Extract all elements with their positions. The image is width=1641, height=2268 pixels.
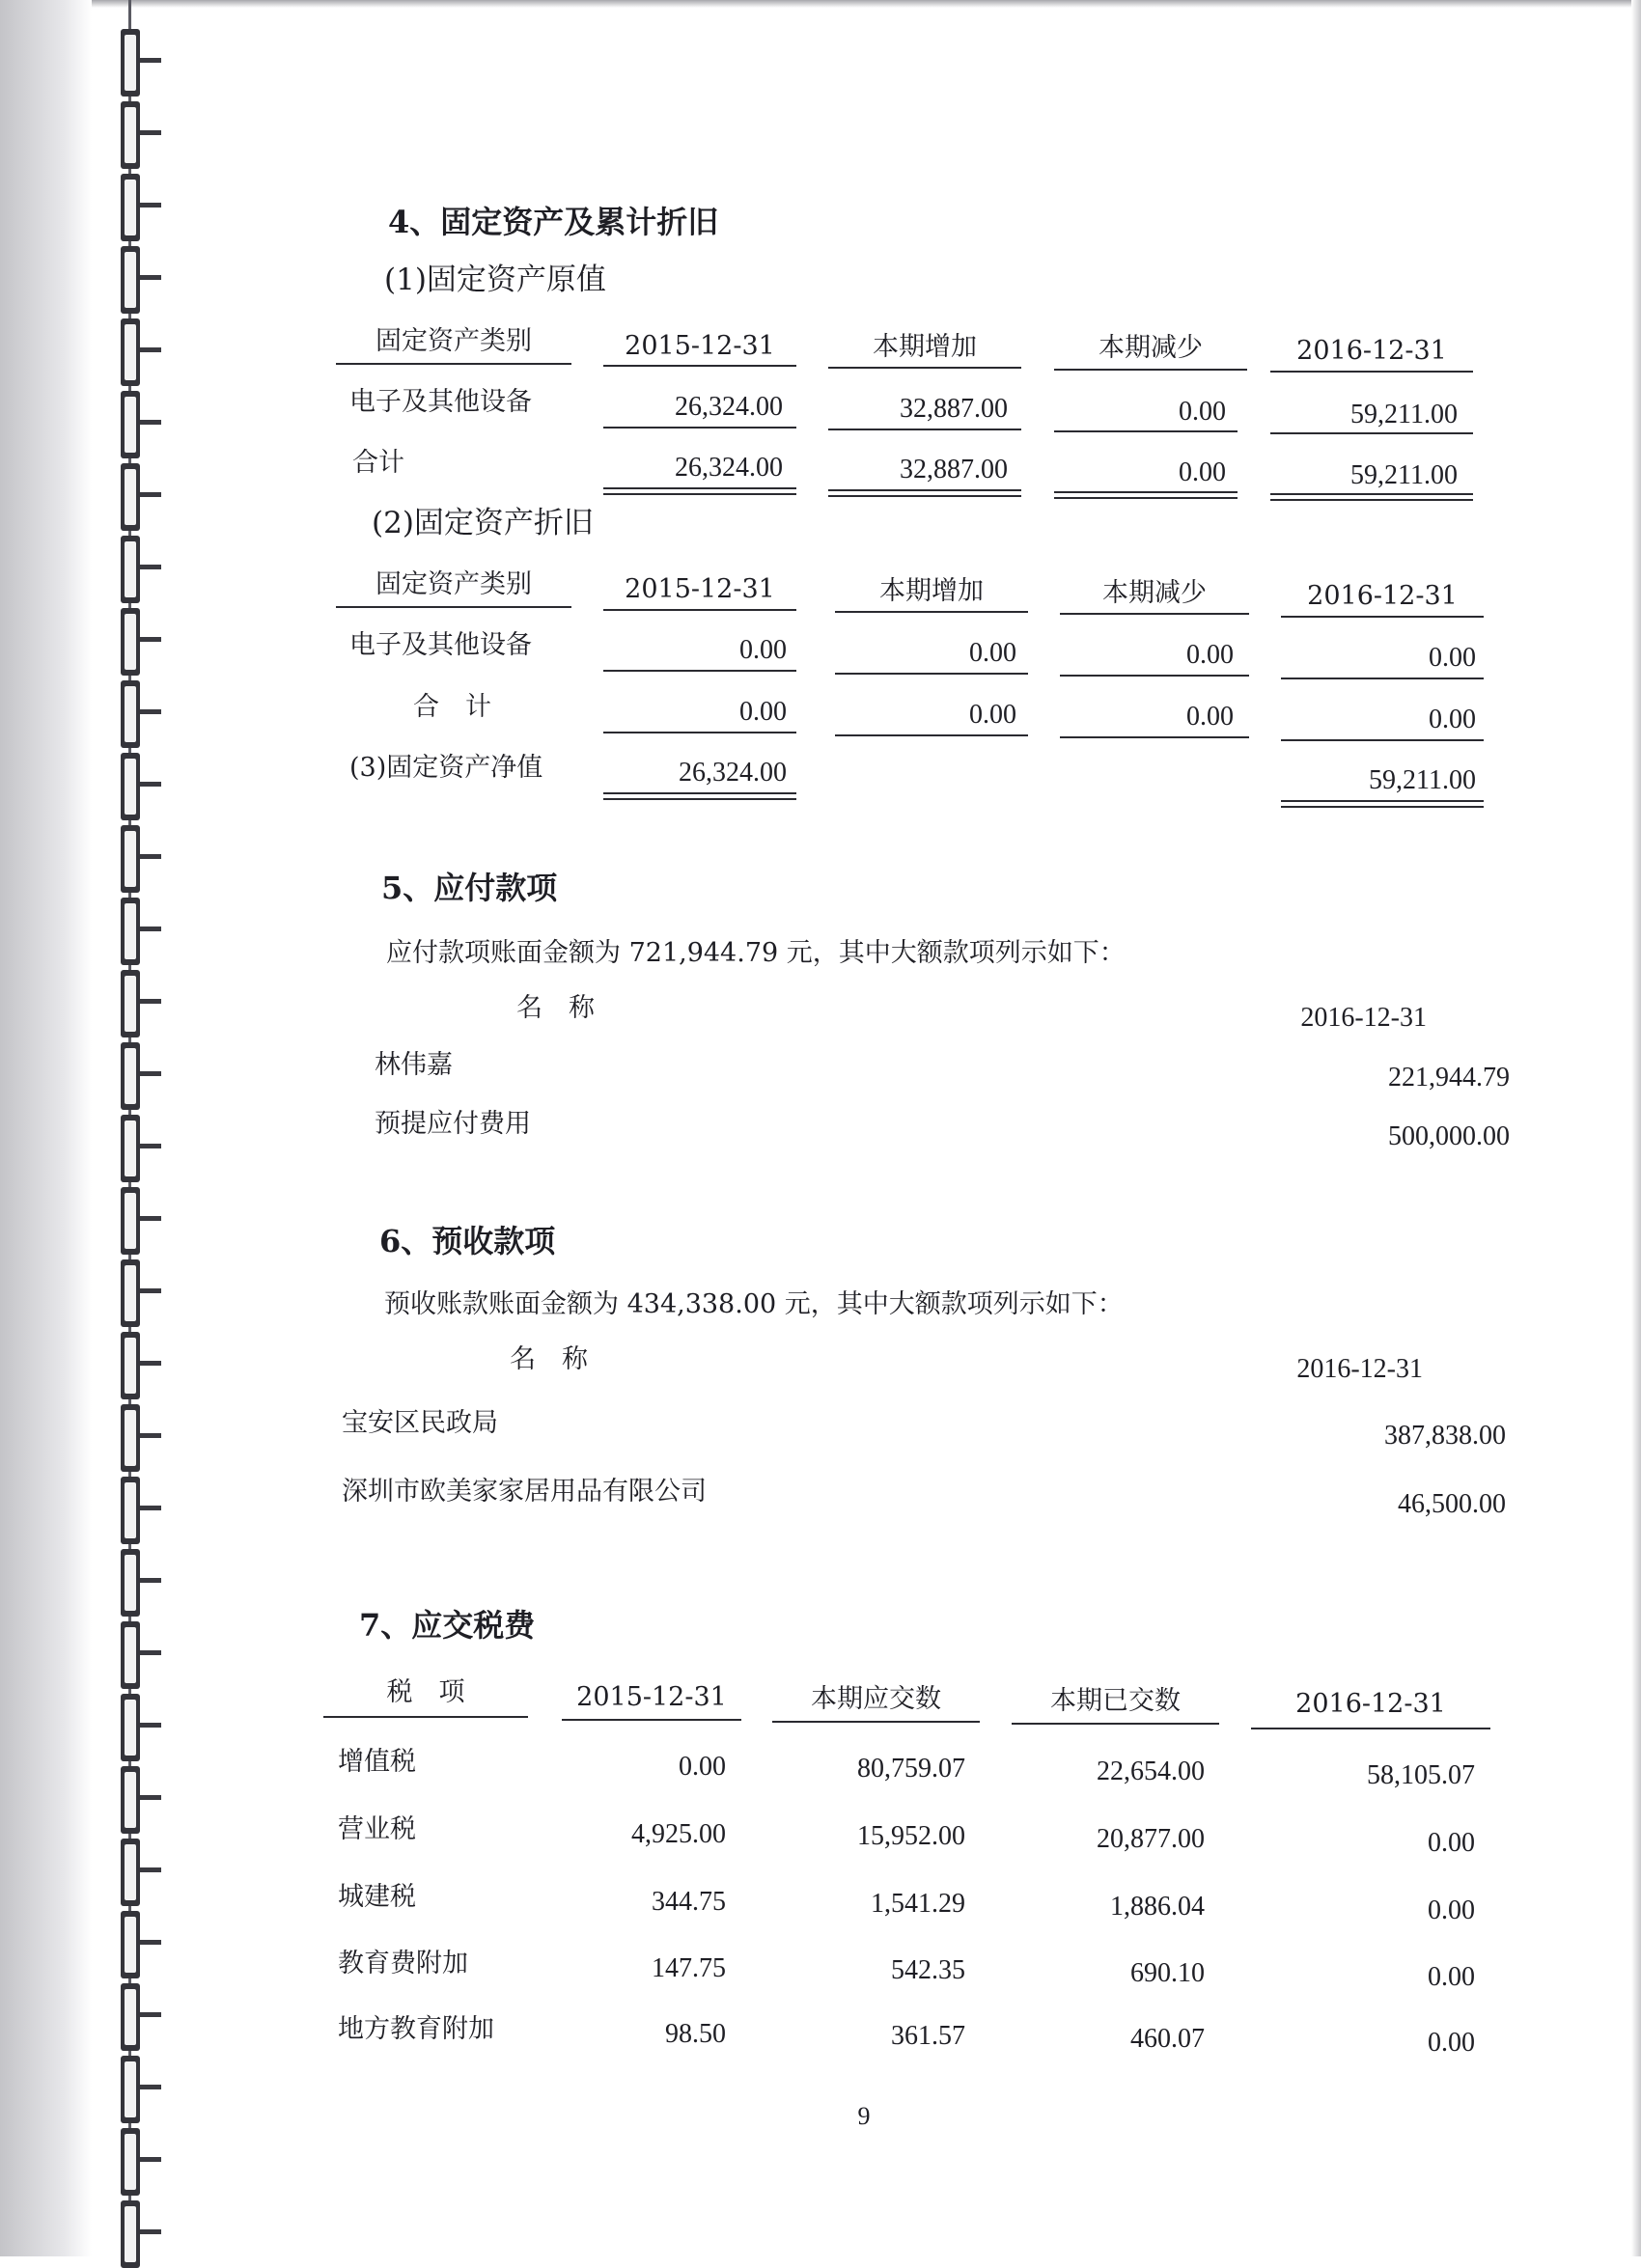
t3-header-rule	[1012, 1723, 1219, 1725]
section-6-row2-name: 深圳市欧美家家居用品有限公司	[342, 1477, 707, 1507]
t2-row1-rule	[1281, 678, 1484, 679]
t3-header-payable: 本期应交数	[811, 1684, 941, 1714]
tax-payable: 1,541.29	[871, 1889, 965, 1919]
spiral-binding	[92, 0, 159, 2256]
t1-row1-end: 59,211.00	[1350, 400, 1458, 429]
tax-payable: 361.57	[891, 2021, 965, 2051]
t3-header-rule	[772, 1721, 980, 1723]
tax-begin: 147.75	[652, 1953, 726, 1983]
t1-header-end: 2016-12-31	[1296, 336, 1447, 366]
t2-header-rule	[336, 606, 571, 608]
t2-row2-rule	[1060, 736, 1249, 738]
tax-paid: 20,877.00	[1097, 1824, 1205, 1854]
t2-row1-end: 0.00	[1429, 643, 1476, 673]
t3-header-paid: 本期已交数	[1050, 1686, 1181, 1716]
section-5-row1-amount: 221,944.79	[1388, 1063, 1510, 1093]
section-7-title: 7、应交税费	[359, 1607, 536, 1644]
section-5-row2-amount: 500,000.00	[1388, 1121, 1510, 1151]
t2-header-rule	[603, 609, 796, 611]
t3-header-begin: 2015-12-31	[576, 1682, 727, 1712]
t2-header-increase: 本期增加	[879, 576, 984, 606]
section-5-row2-name: 预提应付费用	[375, 1109, 531, 1139]
t1-header-increase: 本期增加	[873, 332, 977, 362]
binding-ring	[121, 1259, 140, 1327]
t1-header-rule	[603, 365, 796, 367]
t2-row2-label: 合 计	[413, 692, 491, 722]
t2-row1-increase: 0.00	[969, 638, 1016, 668]
binding-ring	[121, 1332, 140, 1399]
t2-row2-increase: 0.00	[969, 700, 1016, 730]
t1-header-category: 固定资产类别	[375, 326, 532, 356]
t2-header-decrease: 本期减少	[1102, 578, 1207, 608]
binding-ring	[121, 1187, 140, 1255]
tax-payable: 80,759.07	[857, 1754, 965, 1784]
section-6-title: 6、预收款项	[379, 1223, 556, 1259]
tax-paid: 22,654.00	[1097, 1756, 1205, 1786]
binding-ring	[121, 1911, 140, 1978]
binding-ring	[121, 1404, 140, 1472]
t1-total-double-rule	[1054, 491, 1238, 499]
binding-shadow	[0, 0, 92, 2256]
tax-begin: 344.75	[652, 1887, 726, 1917]
binding-ring	[121, 2200, 140, 2268]
t2-header-category: 固定资产类别	[375, 569, 532, 599]
binding-ring	[121, 898, 140, 965]
t2-header-begin: 2015-12-31	[625, 574, 775, 604]
binding-ring	[121, 1042, 140, 1110]
tax-end: 0.00	[1428, 1828, 1475, 1858]
t1-header-rule	[336, 363, 571, 365]
t1-row2-begin: 26,324.00	[675, 453, 783, 483]
t1-header-rule	[828, 367, 1021, 369]
section-6-header-name: 名 称	[510, 1344, 588, 1374]
binding-ring	[121, 174, 140, 241]
binding-ring	[121, 246, 140, 314]
t1-row1-rule	[828, 429, 1021, 430]
t1-row1-rule	[1270, 432, 1473, 434]
binding-ring	[121, 1621, 140, 1689]
t1-row1-begin: 26,324.00	[675, 392, 783, 422]
t3-header-rule	[562, 1719, 741, 1721]
t1-header-decrease: 本期减少	[1099, 333, 1203, 363]
t1-header-begin: 2015-12-31	[625, 331, 775, 361]
tax-name: 增值税	[338, 1747, 416, 1777]
t2-row1-rule	[1060, 675, 1249, 677]
tax-paid: 690.10	[1130, 1958, 1205, 1988]
binding-ring	[121, 463, 140, 531]
t2-row2-decrease: 0.00	[1186, 702, 1234, 732]
t3-header-end: 2016-12-31	[1295, 1689, 1446, 1719]
section-5-title: 5、应付款项	[381, 870, 558, 906]
section-6-row1-amount: 387,838.00	[1384, 1421, 1506, 1451]
t2-row2-end: 0.00	[1429, 705, 1476, 734]
page-top-edge	[0, 0, 1641, 8]
binding-ring	[121, 1839, 140, 1906]
page-right-edge	[1631, 0, 1641, 2256]
net-value-begin: 26,324.00	[679, 758, 787, 788]
t1-row2-increase: 32,887.00	[900, 455, 1008, 484]
binding-ring	[121, 680, 140, 748]
section-5-row1-name: 林伟嘉	[375, 1050, 453, 1080]
tax-end: 58,105.07	[1367, 1760, 1475, 1790]
section-4-subtitle-depreciation: (2)固定资产折旧	[372, 506, 594, 540]
section-6-intro: 预收账款账面金额为 434,338.00 元，其中大额款项列示如下：	[384, 1289, 1124, 1319]
tax-payable: 15,952.00	[857, 1821, 965, 1851]
t2-row2-rule	[1281, 739, 1484, 741]
tax-begin: 98.50	[665, 2019, 726, 2049]
binding-ring	[121, 318, 140, 386]
tax-name: 教育费附加	[338, 1949, 468, 1978]
tax-name: 地方教育附加	[338, 2014, 494, 2044]
net-value-double-rule	[1281, 800, 1484, 808]
binding-ring	[121, 1983, 140, 2051]
t1-header-rule	[1054, 369, 1247, 371]
binding-ring	[121, 1115, 140, 1182]
tax-end: 0.00	[1428, 2028, 1475, 2058]
net-value-end: 59,211.00	[1369, 765, 1476, 795]
section-5-intro: 应付款项账面金额为 721,944.79 元，其中大额款项列示如下：	[386, 938, 1126, 968]
binding-ring	[121, 536, 140, 603]
binding-ring	[121, 970, 140, 1037]
t1-row1-increase: 32,887.00	[900, 394, 1008, 424]
t1-row1-decrease: 0.00	[1179, 397, 1226, 427]
t1-row2-decrease: 0.00	[1179, 457, 1226, 487]
binding-ring	[121, 753, 140, 820]
tax-paid: 460.07	[1130, 2024, 1205, 2054]
section-4-subtitle-original: (1)固定资产原值	[384, 263, 606, 297]
binding-ring	[121, 2128, 140, 2196]
binding-ring	[121, 608, 140, 676]
t1-header-rule	[1270, 371, 1473, 373]
t2-row2-rule	[603, 732, 796, 733]
t2-row1-begin: 0.00	[739, 635, 787, 665]
t1-total-double-rule	[828, 489, 1021, 497]
t2-row1-rule	[835, 673, 1028, 675]
net-value-double-rule	[603, 792, 796, 800]
t1-total-double-rule	[1270, 493, 1473, 501]
binding-ring	[121, 1766, 140, 1834]
tax-paid: 1,886.04	[1110, 1892, 1205, 1922]
section-6-row2-amount: 46,500.00	[1398, 1489, 1506, 1519]
tax-end: 0.00	[1428, 1962, 1475, 1992]
t2-row1-rule	[603, 670, 796, 672]
t2-row1-decrease: 0.00	[1186, 640, 1234, 670]
section-6-row1-name: 宝安区民政局	[342, 1408, 498, 1438]
t2-row2-rule	[835, 734, 1028, 736]
tax-begin: 4,925.00	[631, 1819, 726, 1849]
t2-row2-begin: 0.00	[739, 697, 787, 727]
t1-row1-label: 电子及其他设备	[349, 387, 532, 417]
t3-header-rule	[323, 1716, 528, 1718]
t1-total-double-rule	[603, 487, 796, 495]
t3-header-tax: 税 项	[386, 1677, 465, 1707]
t3-header-rule	[1251, 1728, 1490, 1729]
tax-name: 城建税	[338, 1882, 416, 1912]
binding-ring	[121, 29, 140, 97]
tax-name: 营业税	[338, 1814, 416, 1844]
binding-ring	[121, 391, 140, 458]
t2-header-rule	[835, 611, 1028, 613]
tax-payable: 542.35	[891, 1955, 965, 1985]
section-5-header-date: 2016-12-31	[1300, 1003, 1427, 1033]
t2-header-rule	[1281, 616, 1484, 618]
tax-begin: 0.00	[679, 1752, 726, 1782]
section-5-header-name: 名 称	[516, 993, 595, 1023]
binding-ring	[121, 101, 140, 169]
binding-ring	[121, 825, 140, 893]
t2-header-rule	[1060, 613, 1249, 615]
t1-row1-rule	[1054, 430, 1238, 432]
binding-ring	[121, 1549, 140, 1617]
page-number: 9	[857, 2102, 871, 2130]
section-4-title: 4、固定资产及累计折旧	[388, 204, 719, 240]
binding-ring	[121, 1477, 140, 1544]
net-value-label: (3)固定资产净值	[349, 753, 543, 783]
t1-row1-rule	[603, 427, 796, 429]
t1-row2-label: 合计	[352, 448, 404, 478]
section-6-header-date: 2016-12-31	[1296, 1354, 1423, 1384]
binding-ring	[121, 2056, 140, 2123]
t2-row1-label: 电子及其他设备	[349, 630, 532, 660]
binding-ring	[121, 1694, 140, 1761]
t1-row2-end: 59,211.00	[1350, 460, 1458, 490]
tax-end: 0.00	[1428, 1895, 1475, 1925]
t2-header-end: 2016-12-31	[1307, 581, 1458, 611]
